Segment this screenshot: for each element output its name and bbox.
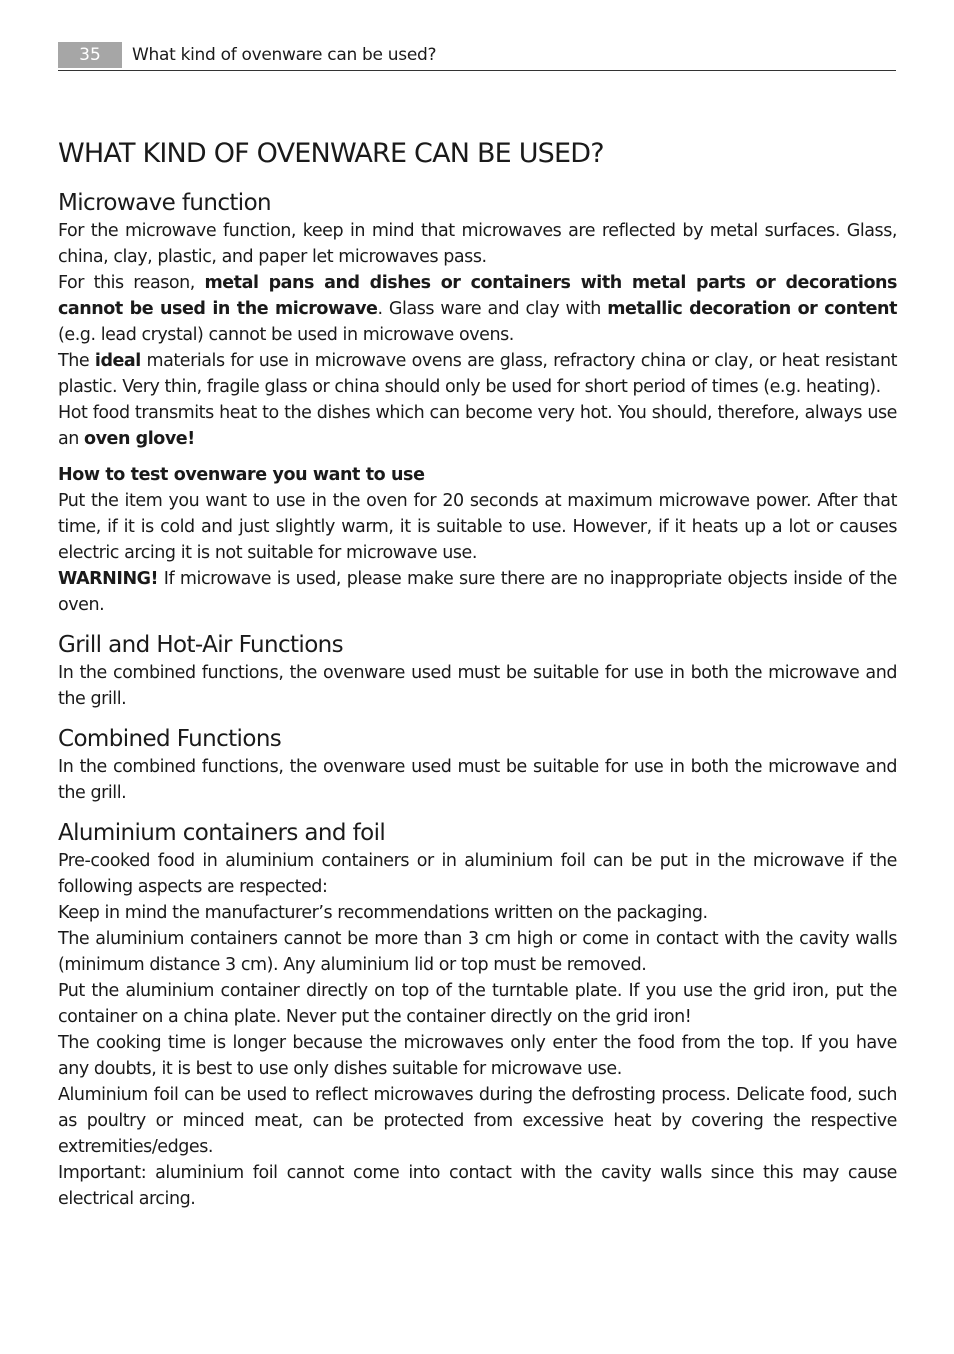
page-content [58,134,897,1212]
paragraph [58,348,897,400]
section-heading: Microwave function [58,190,272,216]
paragraph: In the combined functions, the ovenware used must be suitable for use in both the microwave and the grill. [58,757,897,803]
text-run: materials for use in microwave ovens are glass, refractory china or clay, or heat resistant plastic. Very thin, fragile glass or china should only be used for short period of times (e.g. heating). [58,351,898,397]
paragraph: Important: aluminium foil cannot come into contact with the cavity walls since this may cause electrical arcing. [58,1163,897,1209]
bold-text: metal pans and dishes or containers with metal parts or decorations cannot be used in the microwave [58,273,897,319]
page-number: 35 [58,42,122,68]
text-run: The [58,351,95,371]
paragraph: Pre-cooked food in aluminium containers or in aluminium foil can be put in the microwave if the following aspects are respected: [58,851,897,897]
paragraph [58,270,897,348]
bold-text: ideal [94,351,141,371]
warning-paragraph [58,566,897,618]
paragraph: Put the aluminium container directly on top of the turntable plate. If you use the grid iron, put the container on a china plate. Never put the container directly on the grid iron! [58,981,897,1027]
page-title: WHAT KIND OF OVENWARE CAN BE USED? [58,138,604,169]
bold-text: oven glove! [84,429,195,449]
paragraph: For the microwave function, keep in mind that microwaves are reflected by metal surfaces. Glass, china, clay, plastic, and paper let microwaves pass. [58,221,897,267]
section-heading: Grill and Hot-Air Functions [58,632,344,658]
text-run: If microwave is used, please make sure there are no inappropriate objects inside of the oven. [58,569,897,615]
paragraph: In the combined functions, the ovenware used must be suitable for use in both the microwave and the grill. [58,663,897,709]
text-run: (e.g. lead crystal) cannot be used in microwave ovens. [58,325,514,345]
paragraph [58,400,897,452]
section-grill-hot-air [58,630,897,712]
bold-text: metallic decoration or content [607,299,897,319]
section-microwave-function [58,188,897,452]
paragraph: The aluminium containers cannot be more than 3 cm high or come in contact with the cavity walls (minimum distance 3 cm). Any aluminium lid or top must be removed. [58,929,897,975]
paragraph: Keep in mind the manufacturer’s recommendations written on the packaging. [58,903,708,923]
page-header [58,42,896,71]
paragraph: Put the item you want to use in the oven for 20 seconds at maximum microwave power. After that time, if it is cold and just slightly warm, it is suitable to use. However, if it heats up a lot or causes electric arcing it is not suitable for microwave use. [58,491,897,563]
text-run: Hot food transmits heat to the dishes which can become very hot. You should, therefore, always use an [58,403,897,449]
text-run: For this reason, [58,273,205,293]
paragraph: The cooking time is longer because the microwaves only enter the food from the top. If you have any doubts, it is best to use only dishes suitable for microwave use. [58,1033,897,1079]
section-aluminium [58,818,897,1212]
text-run: . Glass ware and clay with [377,299,608,319]
section-heading: Combined Functions [58,726,282,752]
paragraph: Aluminium foil can be used to reflect microwaves during the defrosting process. Delicate food, such as poultry or minced meat, can be protected from excessive heat by covering the respective extremities/edges. [58,1085,897,1157]
section-combined-functions [58,724,897,806]
section-test-ovenware [58,462,897,618]
subsection-heading: How to test ovenware you want to use [58,465,425,485]
section-heading: Aluminium containers and foil [58,820,386,846]
running-title: What kind of ovenware can be used? [132,45,437,65]
warning-label: WARNING! [58,569,159,589]
